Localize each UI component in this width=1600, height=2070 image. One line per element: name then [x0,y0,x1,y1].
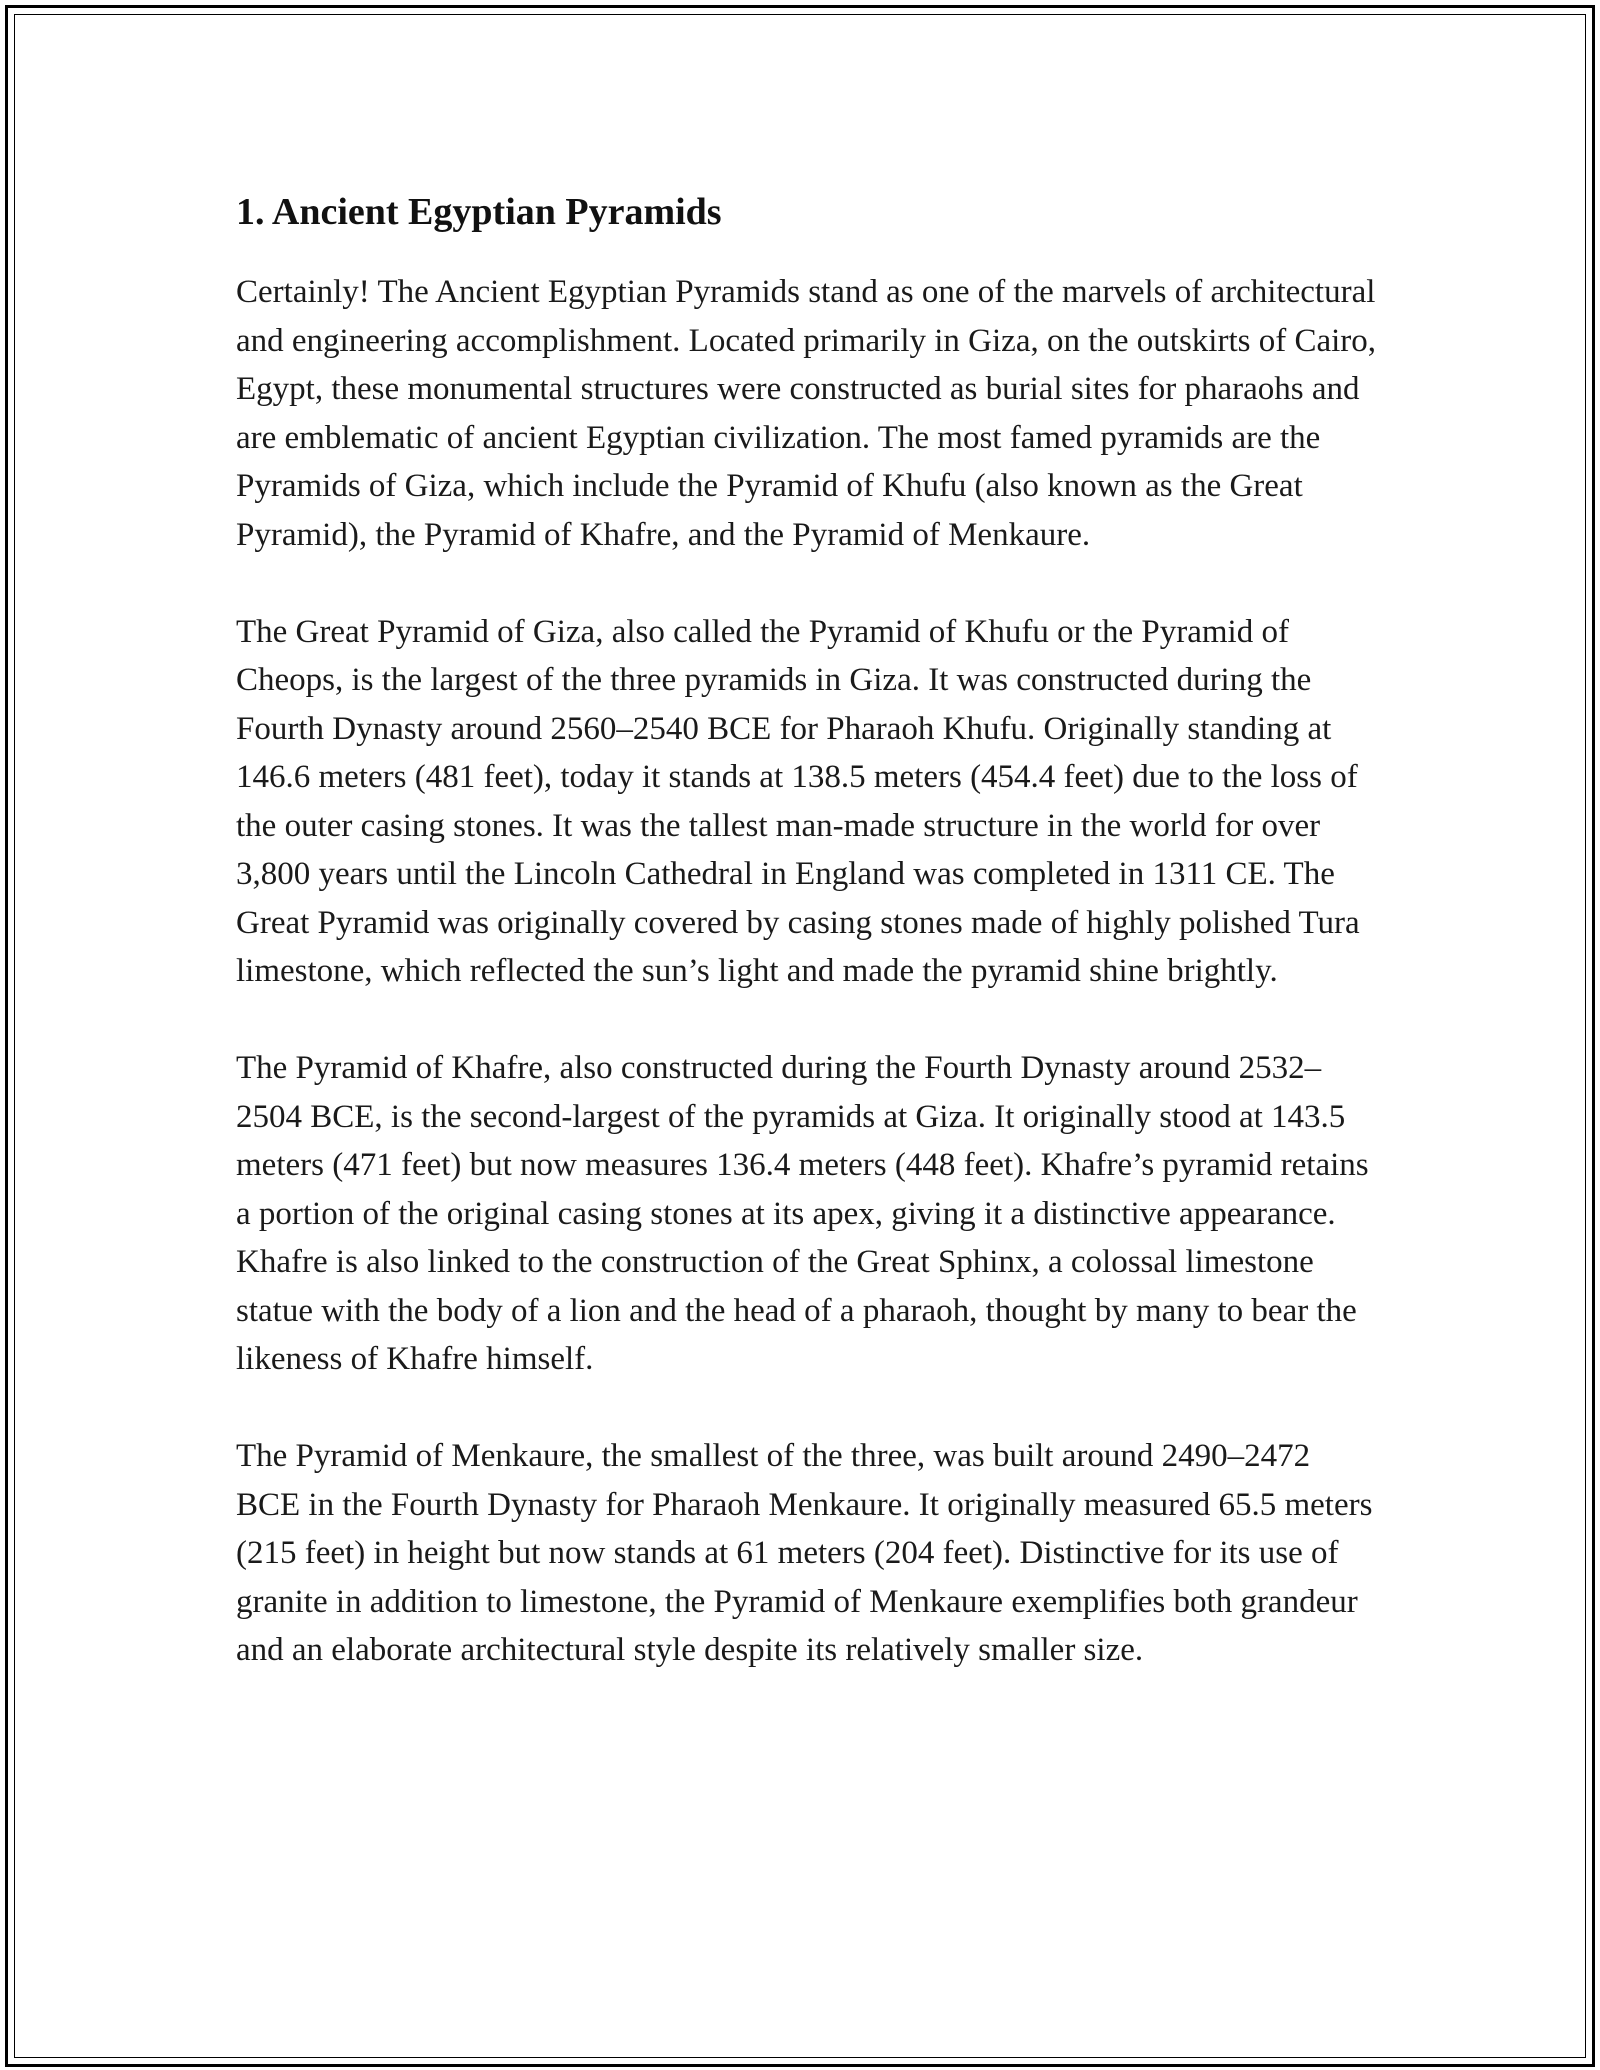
paragraph-khafre: The Pyramid of Khafre, also constructed during the Fourth Dynasty around 2532–2504 BCE, is the second-largest of the pyramids at Giza. It originally stood at 143.5 meters (471 feet) but now measures 136.4 meters (448 feet). Khafre’s pyramid retains a portion of the original casing stones at its apex, giving it a distinctive appearance. Khafre is also linked to the construction of the Great Sphinx, a colossal limestone statue with the body of a lion and the head of a pharaoh, thought by many to bear the likeness of Khafre himself. [236,1050,1369,1377]
paragraph-great-pyramid: The Great Pyramid of Giza, also called the Pyramid of Khufu or the Pyramid of Cheops, is the largest of the three pyramids in Giza. It was constructed during the Fourth Dynasty around 2560–2540 BCE for Pharaoh Khufu. Originally standing at 146.6 meters (481 feet), today it stands at 138.5 meters (454.4 feet) due to the loss of the outer casing stones. It was the tallest man-made structure in the world for over 3,800 years until the Lincoln Cathedral in England was completed in 1311 CE. The Great Pyramid was originally covered by casing stones made of highly polished Tura limestone, which reflected the sun’s light and made the pyramid shine brightly. [236,613,1360,989]
document-body [236,188,1376,1723]
paragraph-intro: Certainly! The Ancient Egyptian Pyramids stand as one of the marvels of architectural and engineering accomplishment. Located primarily in Giza, on the outskirts of Cairo, Egypt, these monumental structures were constructed as burial sites for pharaohs and are emblematic of ancient Egyptian civilization. The most famed pyramids are the Pyramids of Giza, which include the Pyramid of Khufu (also known as the Great Pyramid), the Pyramid of Khafre, and the Pyramid of Menkaure. [236,274,1377,553]
paragraph-menkaure: The Pyramid of Menkaure, the smallest of the three, was built around 2490–2472 BCE in the Fourth Dynasty for Pharaoh Menkaure. It originally measured 65.5 meters (215 feet) in height but now stands at 61 meters (204 feet). Distinctive for its use of granite in addition to limestone, the Pyramid of Menkaure exemplifies both grandeur and an elaborate architectural style despite its relatively smaller size. [236,1438,1373,1668]
section-heading: 1. Ancient Egyptian Pyramids [236,191,722,233]
